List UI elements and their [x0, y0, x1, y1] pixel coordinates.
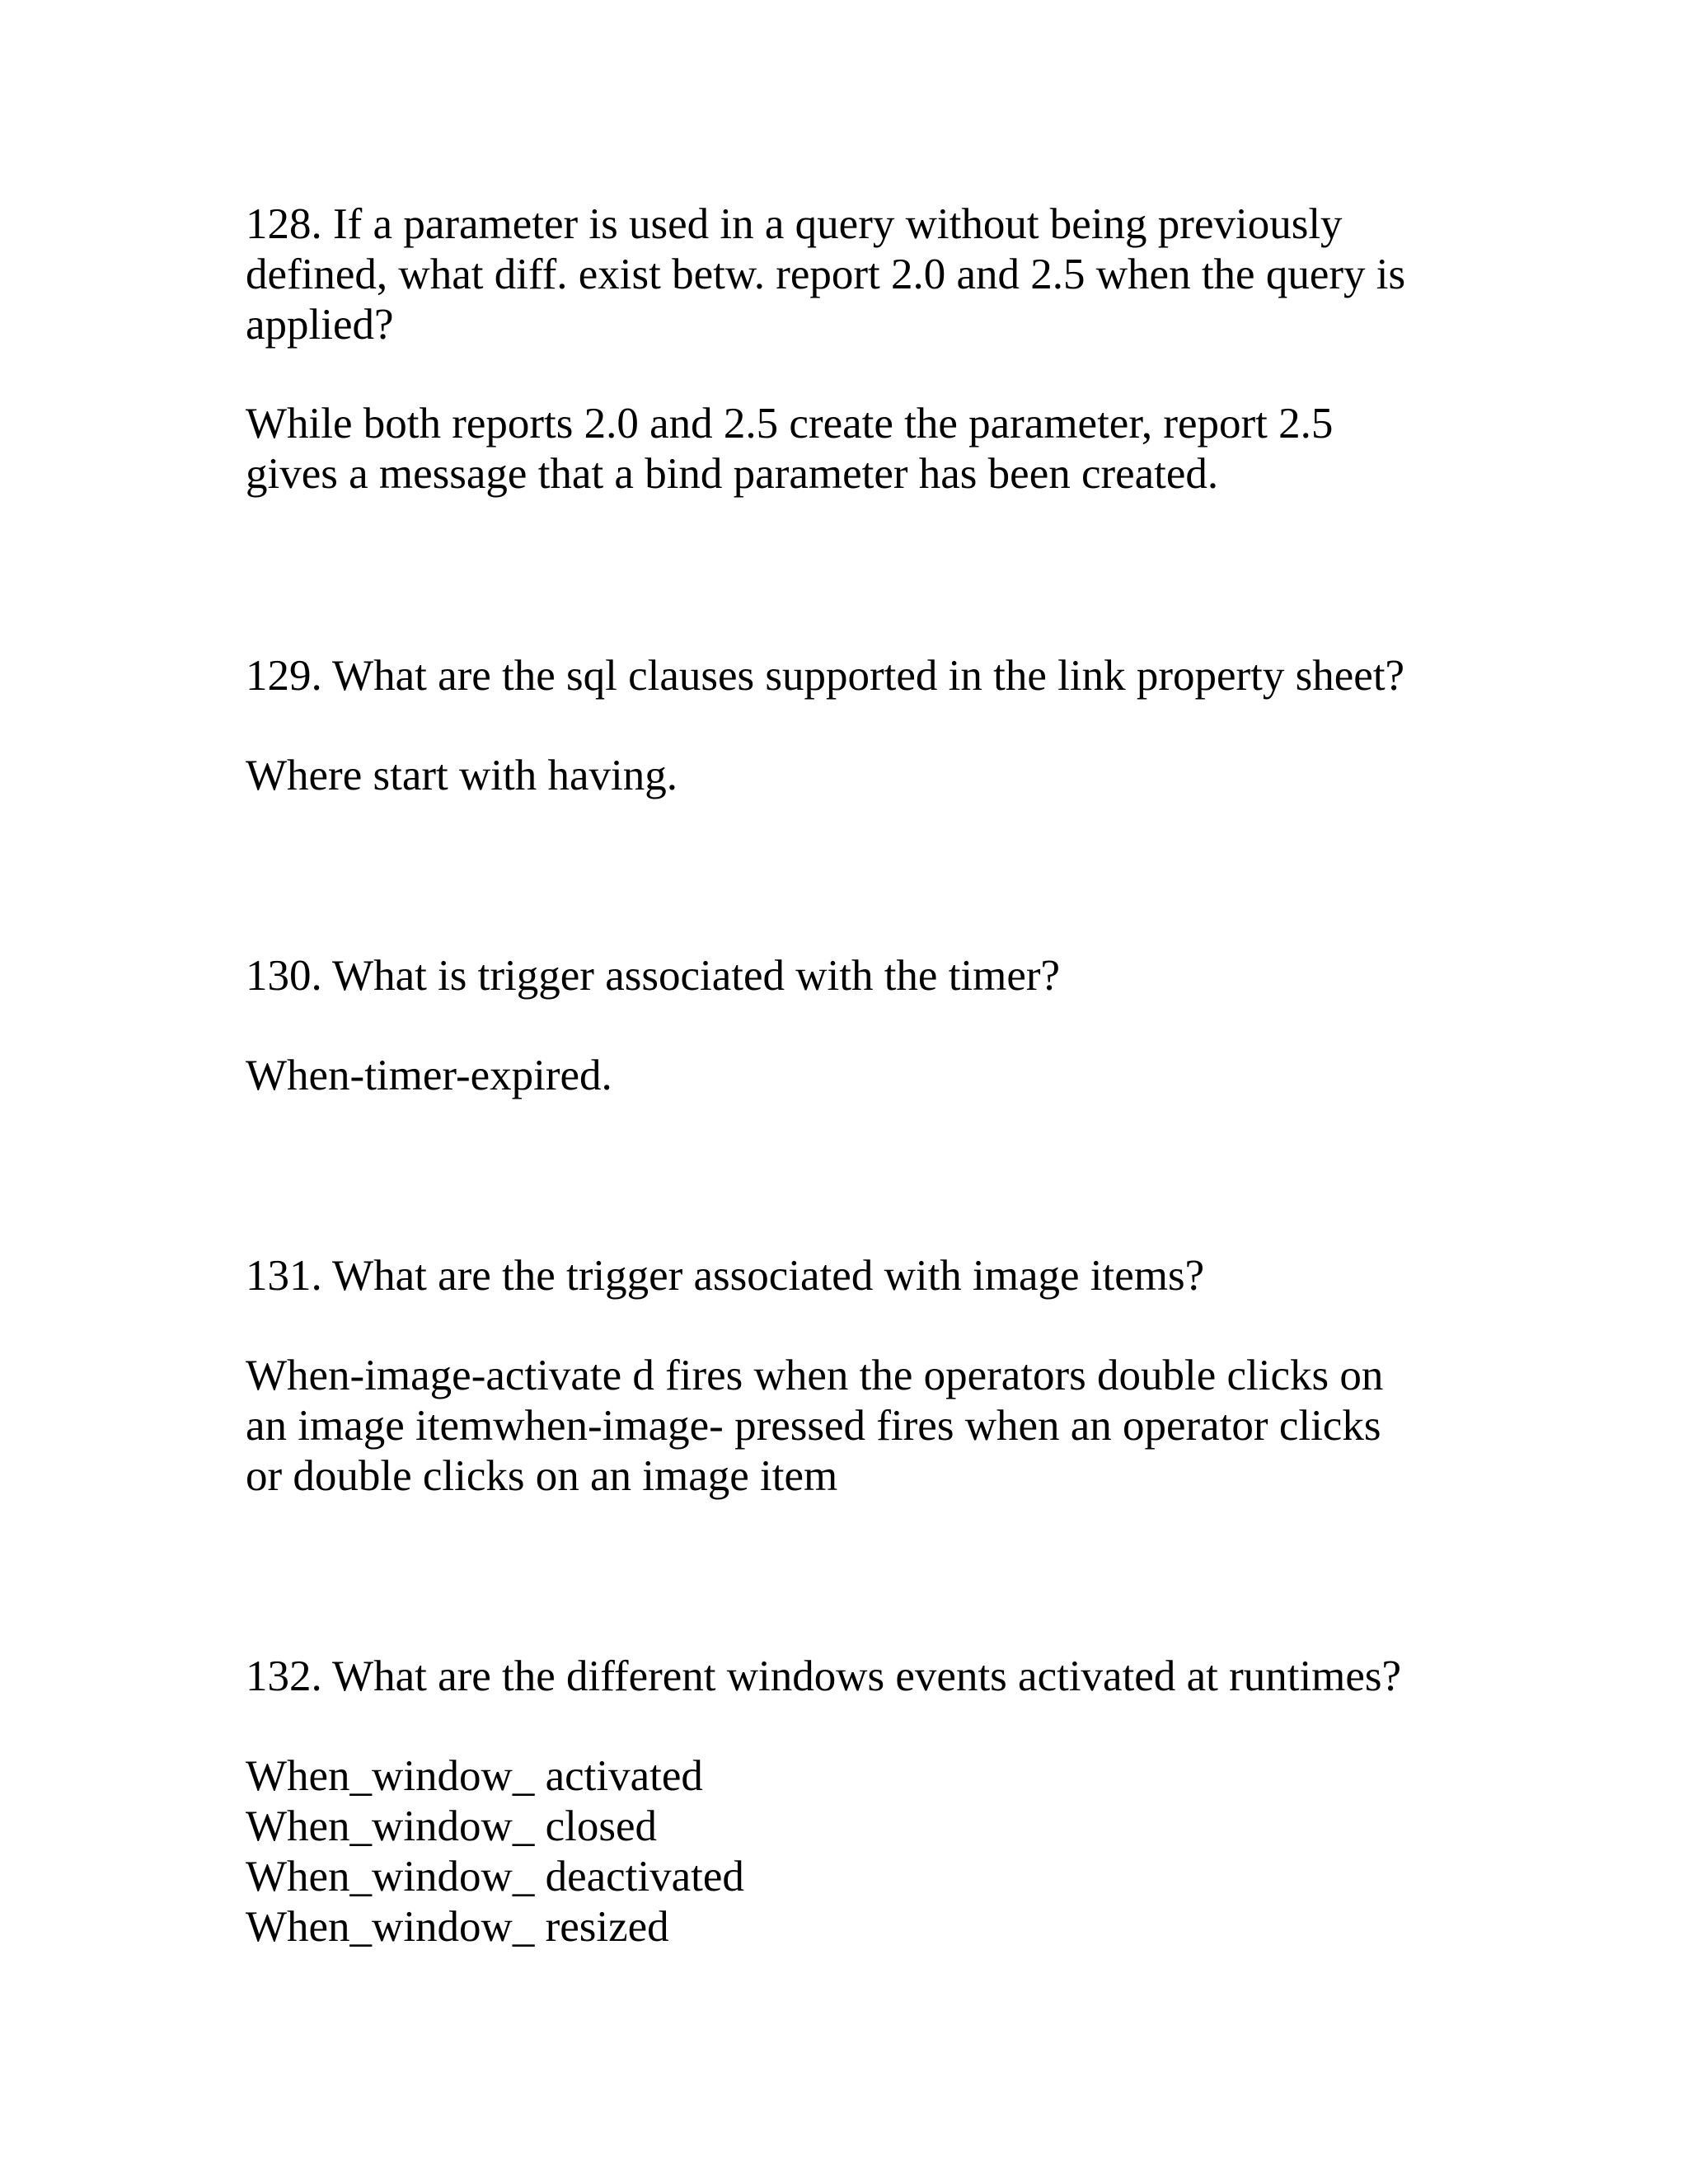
answer-130-line-1: When-timer-expired. — [246, 1052, 612, 1099]
question-128-line-3: applied? — [246, 301, 394, 349]
answer-132-line-1: When_window_ activated — [246, 1752, 703, 1800]
answer-128-line-2: gives a message that a bind parameter has been created. — [246, 450, 1219, 498]
question-132-line-1: 132. What are the different windows events activated at runtimes? — [246, 1652, 1402, 1700]
answer-132-line-4: When_window_ resized — [246, 1903, 669, 1951]
question-128-line-1: 128. If a parameter is used in a query without being previously — [246, 200, 1343, 248]
question-128-line-2: defined, what diff. exist betw. report 2.0 and 2.5 when the query is — [246, 251, 1406, 298]
answer-128-line-1: While both reports 2.0 and 2.5 create the parameter, report 2.5 — [246, 400, 1334, 448]
answer-131-line-2: an image itemwhen-image- pressed fires when an operator clicks — [246, 1402, 1381, 1450]
question-131-line-1: 131. What are the trigger associated with image items? — [246, 1252, 1205, 1300]
question-129-line-1: 129. What are the sql clauses supported in the link property sheet? — [246, 652, 1405, 700]
answer-131-line-1: When-image-activate d fires when the operators double clicks on — [246, 1352, 1384, 1399]
answer-131-line-3: or double clicks on an image item — [246, 1452, 838, 1500]
answer-129-line-1: Where start with having. — [246, 752, 678, 799]
answer-132-line-3: When_window_ deactivated — [246, 1853, 744, 1900]
question-130-line-1: 130. What is trigger associated with the timer? — [246, 952, 1061, 1000]
answer-132-line-2: When_window_ closed — [246, 1802, 657, 1850]
